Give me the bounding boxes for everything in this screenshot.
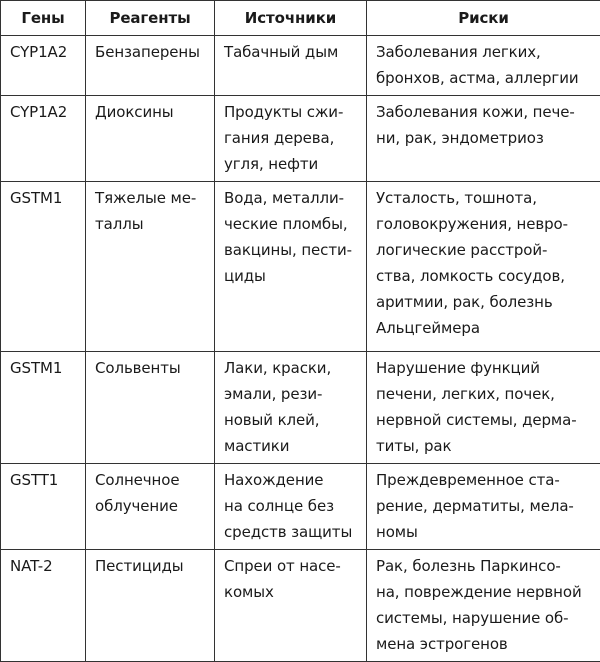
risks-line: титы, рак	[376, 433, 592, 459]
sources-line: новый клей,	[224, 407, 358, 433]
reagent-line: Диоксины	[95, 99, 206, 125]
risks-line: Преждевременное ста-	[376, 467, 592, 493]
reagent-line: Бензаперены	[95, 39, 206, 65]
sources-line: Табачный дым	[224, 39, 358, 65]
sources-line: Продукты сжи-	[224, 99, 358, 125]
table-row	[1, 182, 600, 352]
sources-line: ческие пломбы,	[224, 211, 358, 237]
sources-cell	[215, 96, 367, 182]
reagent-cell	[86, 352, 215, 464]
risks-cell	[367, 464, 600, 550]
gene-cell: GSTM1	[1, 182, 86, 352]
sources-line: мастики	[224, 433, 358, 459]
risks-line: Нарушение функций	[376, 355, 592, 381]
sources-cell	[215, 464, 367, 550]
risks-cell	[367, 36, 600, 96]
risks-line: Альцгеймера	[376, 315, 592, 341]
sources-cell	[215, 182, 367, 352]
header-risks: Риски	[367, 1, 600, 36]
sources-line: комых	[224, 579, 358, 605]
risks-line: аритмии, рак, болезнь	[376, 289, 592, 315]
table-row	[1, 36, 600, 96]
gene-cell: GSTM1	[1, 352, 86, 464]
gene-cell: CYP1A2	[1, 36, 86, 96]
risks-cell	[367, 96, 600, 182]
sources-line: эмали, рези-	[224, 381, 358, 407]
sources-cell	[215, 550, 367, 662]
header-reagents: Реагенты	[86, 1, 215, 36]
risks-line: мена эстрогенов	[376, 631, 592, 657]
risks-cell	[367, 182, 600, 352]
sources-line: угля, нефти	[224, 151, 358, 177]
sources-line: на солнце без	[224, 493, 358, 519]
risks-line: ства, ломкость сосудов,	[376, 263, 592, 289]
reagent-line: Сольвенты	[95, 355, 206, 381]
risks-line: бронхов, астма, аллергии	[376, 65, 592, 91]
risks-line: системы, нарушение об-	[376, 605, 592, 631]
table-row	[1, 352, 600, 464]
gene-cell: CYP1A2	[1, 96, 86, 182]
header-sources: Источники	[215, 1, 367, 36]
reagent-line: Тяжелые ме-	[95, 185, 206, 211]
sources-line: вакцины, пести-	[224, 237, 358, 263]
sources-line: Спреи от насе-	[224, 553, 358, 579]
risks-line: ни, рак, эндометриоз	[376, 125, 592, 151]
sources-line: средств защиты	[224, 519, 358, 545]
risks-line: нервной системы, дерма-	[376, 407, 592, 433]
reagent-line: Пестициды	[95, 553, 206, 579]
reagent-line: таллы	[95, 211, 206, 237]
risks-cell	[367, 550, 600, 662]
reagent-cell	[86, 36, 215, 96]
sources-line: Лаки, краски,	[224, 355, 358, 381]
header-row	[1, 1, 600, 36]
reagent-cell	[86, 550, 215, 662]
sources-line: гания дерева,	[224, 125, 358, 151]
sources-cell	[215, 36, 367, 96]
reagent-cell	[86, 96, 215, 182]
header-genes: Гены	[1, 1, 86, 36]
sources-line: Вода, металли-	[224, 185, 358, 211]
table-row	[1, 96, 600, 182]
risks-line: Заболевания легких,	[376, 39, 592, 65]
table-row	[1, 550, 600, 662]
reagent-cell	[86, 182, 215, 352]
reagent-line: облучение	[95, 493, 206, 519]
risks-line: Усталость, тошнота,	[376, 185, 592, 211]
risks-line: на, повреждение нервной	[376, 579, 592, 605]
sources-cell	[215, 352, 367, 464]
risks-line: Заболевания кожи, пече-	[376, 99, 592, 125]
table-row	[1, 464, 600, 550]
risks-line: печени, легких, почек,	[376, 381, 592, 407]
risks-line: Рак, болезнь Паркинсо-	[376, 553, 592, 579]
reagent-line: Солнечное	[95, 467, 206, 493]
reagent-cell	[86, 464, 215, 550]
sources-line: Нахождение	[224, 467, 358, 493]
risks-line: рение, дерматиты, мела-	[376, 493, 592, 519]
risks-line: логические расстрой-	[376, 237, 592, 263]
sources-line: циды	[224, 263, 358, 289]
risks-cell	[367, 352, 600, 464]
risks-line: номы	[376, 519, 592, 545]
gene-cell: GSTT1	[1, 464, 86, 550]
gene-cell: NAT-2	[1, 550, 86, 662]
risks-line: головокружения, невро-	[376, 211, 592, 237]
